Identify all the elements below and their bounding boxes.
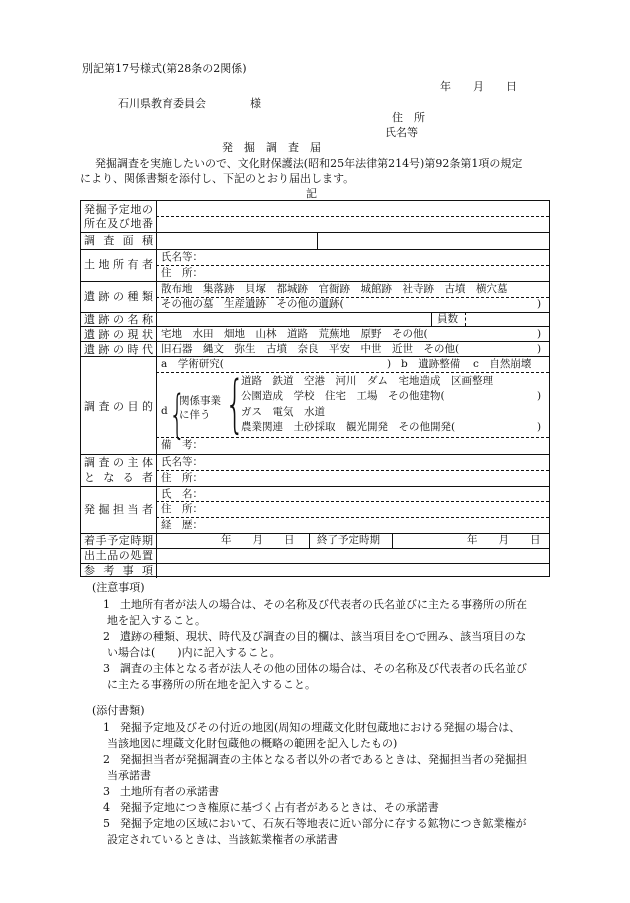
note-text: 調査の主体となる者が法人その他の団体の場合は、その名称及び代表者の氏名並び — [120, 662, 527, 675]
start-period-label: 着手予定時期 — [84, 534, 153, 547]
notification-form — [80, 200, 550, 577]
site-era-label: 遺跡の時代 — [84, 343, 153, 356]
subject-address-field[interactable]: 住 所： — [161, 472, 203, 484]
artifacts-label: 出土品の処置 — [84, 549, 153, 562]
document-title: 発 掘 調 査 届 — [222, 141, 321, 154]
start-date-field[interactable]: 年 月 日 — [221, 534, 295, 546]
attachment-text: 発掘担当者が発掘調査の主体となる者以外の者であるときは、発掘担当者の発掘担 — [120, 753, 527, 766]
attachment-text: 当該地図に埋蔵文化財包蔵他の概略の範囲を記入したもの) — [107, 737, 398, 750]
note-text: 地を記入すること。 — [107, 614, 206, 627]
manager-career-field[interactable]: 経 歴： — [161, 519, 203, 531]
attachment-number: 4 — [103, 801, 110, 814]
date-line: 年 月 日 — [440, 80, 517, 93]
addressee: 石川県教育委員会 様 — [118, 97, 261, 110]
attachments-heading: (添付書類) — [92, 704, 145, 717]
attachment-text: 発掘予定地及びその付近の地図(周知の埋蔵文化財包蔵地における発掘の場合は、 — [120, 721, 521, 734]
form-number: 別記第17号様式(第28条の2関係) — [82, 62, 247, 75]
close-paren: ) — [537, 298, 542, 310]
site-name-label: 遺跡の名称 — [84, 313, 153, 326]
landowner-label: 土地所有者 — [84, 258, 153, 271]
note-text: い場合は( )内に記入すること。 — [107, 646, 281, 659]
site-type-options[interactable]: 散布地 集落跡 貝塚 都城跡 官衙跡 城館跡 社寺跡 古墳 横穴墓 — [161, 283, 508, 295]
manager-name-field[interactable]: 氏 名： — [161, 488, 203, 500]
purpose-b-option[interactable]: b 遺跡整備 — [401, 358, 461, 370]
site-state-options[interactable]: 宅地 水田 畑地 山林 道路 荒蕪地 原野 その他( — [161, 328, 428, 340]
purpose-d-option[interactable]: d — [161, 405, 168, 417]
development-options[interactable]: 公園造成 学校 住宅 工場 その他建物( — [241, 390, 445, 402]
development-options[interactable]: 道路 鉄道 空港 河川 ダム 宅地造成 区画整理 — [241, 375, 493, 387]
area-label: 調査面積 — [84, 234, 153, 247]
intro-text: により、関係書類を添付し、下記のとおり届出します。 — [80, 172, 355, 185]
related-project-label: に伴う — [179, 409, 211, 421]
purpose-label: 調査の目的 — [84, 400, 153, 413]
attachment-number: 2 — [103, 753, 110, 766]
left-brace-icon: { — [225, 367, 245, 440]
reference-label: 参考事項 — [84, 564, 153, 577]
site-era-options[interactable]: 旧石器 縄文 弥生 古墳 奈良 平安 中世 近世 その他( — [161, 343, 460, 355]
ki-marker: 記 — [306, 187, 317, 200]
attachment-text: 発掘予定地につき権原に基づく占有者があるときは、その承諾書 — [120, 801, 439, 814]
purpose-c-option[interactable]: c 自然崩壊 — [473, 358, 532, 370]
applicant-address-label: 住 所 — [392, 111, 425, 124]
attachment-number: 5 — [103, 817, 110, 830]
note-number: 1 — [103, 598, 110, 611]
notes-heading: (注意事項) — [92, 581, 145, 594]
note-text: に主たる事務所の所在地を記入すること。 — [107, 678, 316, 691]
manager-label: 発掘担当者 — [84, 503, 153, 516]
development-options[interactable]: ガス 電気 水道 — [241, 406, 325, 418]
attachment-text: 土地所有者の承諾書 — [120, 785, 219, 798]
manager-address-field[interactable]: 住 所： — [161, 503, 203, 515]
left-brace-icon: { — [169, 385, 186, 445]
end-period-label: 終了予定時期 — [317, 534, 380, 546]
close-paren: ) — [537, 343, 542, 355]
end-date-field[interactable]: 年 月 日 — [467, 534, 541, 546]
attachment-text: 発掘予定地の区域において、石灰石等地表に近い部分に存する鉱物につき鉱業権が — [120, 817, 527, 830]
close-paren: ) — [537, 421, 542, 433]
attachment-number: 1 — [103, 721, 110, 734]
note-number: 3 — [103, 662, 110, 675]
intro-text: 発掘調査を実施したいので、文化財保護法(昭和25年法律第214号)第92条第1項の規定 — [95, 157, 523, 170]
close-paren: ) — [387, 358, 392, 370]
site-type-label: 遺跡の種類 — [84, 290, 153, 303]
site-state-label: 遺跡の現状 — [84, 328, 153, 341]
subject-name-field[interactable]: 氏名等： — [161, 456, 203, 468]
subject-label: 調査の主体 — [84, 456, 153, 469]
purpose-a-option[interactable]: a 学術研究( — [161, 358, 224, 370]
close-paren: ) — [537, 328, 542, 340]
site-location-label: 発掘予定地の — [84, 203, 153, 216]
attachment-text: 当承諾書 — [107, 769, 151, 782]
applicant-name-label: 氏名等 — [385, 126, 418, 139]
note-text: 土地所有者が法人の場合は、その名称及び代表者の氏名並びに主たる事務所の所在 — [120, 598, 527, 611]
site-count-label: 員数 — [437, 313, 458, 325]
note-number: 2 — [103, 630, 110, 643]
subject-label: となる者 — [84, 471, 153, 484]
remarks-field[interactable]: 備 考： — [161, 439, 203, 451]
development-options[interactable]: 農業関連 土砂採取 観光開発 その他開発( — [241, 421, 456, 433]
note-text: 遺跡の種類、現状、時代及び調査の目的欄は、該当項目を○で囲み、該当項目のな — [120, 630, 527, 643]
site-type-options[interactable]: その他の墓 生産遺跡 その他の遺跡( — [161, 298, 344, 310]
related-project-label: 関係事業 — [179, 395, 221, 407]
site-location-label: 所在及び地番 — [84, 217, 153, 230]
landowner-address-field[interactable]: 住 所： — [161, 267, 203, 279]
close-paren: ) — [537, 390, 542, 402]
attachment-text: 設定されているときは、当該鉱業権者の承諾書 — [107, 833, 338, 846]
landowner-name-field[interactable]: 氏名等： — [161, 251, 203, 263]
attachment-number: 3 — [103, 785, 110, 798]
